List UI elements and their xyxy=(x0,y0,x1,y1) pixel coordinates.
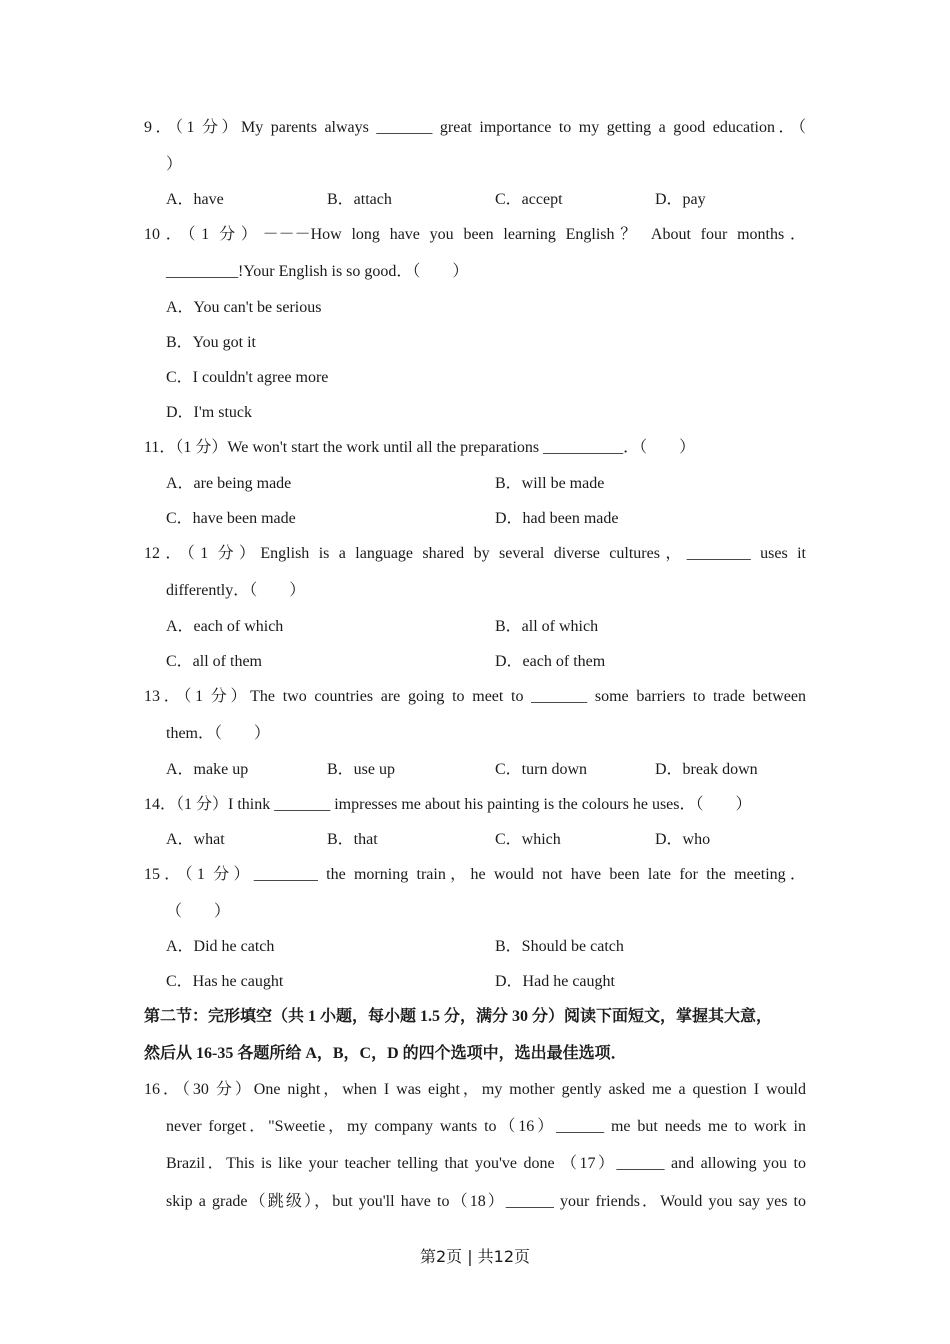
question-11-option-d[interactable]: D．had been made xyxy=(495,510,619,527)
question-13-option-d[interactable]: D．break down xyxy=(655,761,758,778)
question-12-option-a[interactable]: A．each of which xyxy=(166,618,284,635)
question-11-option-a[interactable]: A．are being made xyxy=(166,475,292,492)
passage-line: 16．（30 分）One night，when I was eight，my mother gently asked me a question I would xyxy=(144,1081,806,1098)
question-14-option-d[interactable]: D．who xyxy=(655,831,711,848)
question-10-option-d[interactable]: D．I'm stuck xyxy=(166,404,252,421)
question-12-option-b[interactable]: B．all of which xyxy=(495,618,599,635)
question-13-option-b[interactable]: B．use up xyxy=(327,761,396,778)
question-11-option-b[interactable]: B．will be made xyxy=(495,475,605,492)
question-15-option-a[interactable]: A．Did he catch xyxy=(166,938,275,955)
question-12-option-d[interactable]: D．each of them xyxy=(495,653,606,670)
question-10-stem: 10．（1 分）－－－How long have you been learning English？ About four months． xyxy=(144,226,806,243)
question-11-option-c[interactable]: C．have been made xyxy=(166,510,296,527)
question-14-option-a[interactable]: A．what xyxy=(166,831,225,848)
question-15-option-d[interactable]: D．Had he caught xyxy=(495,973,615,990)
question-9-option-d[interactable]: D．pay xyxy=(655,191,706,208)
question-9-stem-cont: ） xyxy=(166,156,183,173)
question-15-stem: 15．（1 分）________ the morning train，he would not have been late for the meeting． xyxy=(144,866,806,883)
question-13-stem-cont: them．（ ） xyxy=(166,725,270,742)
section-2-heading-cont: 然后从 16-35 各题所给 A，B，C，D 的四个选项中，选出最佳选项． xyxy=(144,1045,627,1062)
question-9-option-c[interactable]: C．accept xyxy=(495,191,563,208)
question-13-stem: 13．（1 分）The two countries are going to meet to _______ some barriers to trade between xyxy=(144,688,806,705)
question-11-stem: 11．（1 分）We won't start the work until all the preparations __________．（ ） xyxy=(144,439,696,456)
question-10-option-c[interactable]: C．I couldn't agree more xyxy=(166,369,329,386)
question-9-option-a[interactable]: A．have xyxy=(166,191,224,208)
question-10-stem-cont: _________!Your English is so good．（ ） xyxy=(166,263,469,280)
question-14-option-c[interactable]: C．which xyxy=(495,831,561,848)
question-12-option-c[interactable]: C．all of them xyxy=(166,653,262,670)
question-14-stem: 14．（1 分）I think _______ impresses me about his painting is the colours he uses．（ ） xyxy=(144,796,752,813)
question-9-option-b[interactable]: B．attach xyxy=(327,191,392,208)
passage-line: skip a grade（跳级），but you'll have to（18）______ your friends．Would you say yes to xyxy=(166,1193,806,1210)
question-9-stem: 9．（1 分）My parents always _______ great importance to my getting a good education．（ xyxy=(144,119,806,136)
question-10-option-a[interactable]: A．You can't be serious xyxy=(166,299,322,316)
question-10-option-b[interactable]: B．You got it xyxy=(166,334,256,351)
question-12-stem: 12．（1 分）English is a language shared by several diverse cultures，________ uses it xyxy=(144,545,806,562)
question-13-option-c[interactable]: C．turn down xyxy=(495,761,588,778)
page-footer: 第2页 | 共12页 xyxy=(419,1247,531,1266)
question-15-option-b[interactable]: B．Should be catch xyxy=(495,938,624,955)
question-14-option-b[interactable]: B．that xyxy=(327,831,378,848)
passage-line: Brazil．This is like your teacher telling that you've done （17）______ and allowing you to xyxy=(166,1155,806,1172)
section-2-heading: 第二节：完形填空（共 1 小题，每小题 1.5 分，满分 30 分）阅读下面短文，掌握其大意， xyxy=(144,1008,773,1025)
question-13-option-a[interactable]: A．make up xyxy=(166,761,249,778)
question-15-stem-cont: （ ） xyxy=(166,903,231,920)
question-12-stem-cont: differently．（ ） xyxy=(166,582,306,599)
passage-line: never forget．"Sweetie，my company wants to（16）______ me but needs me to work in xyxy=(166,1118,806,1135)
question-15-option-c[interactable]: C．Has he caught xyxy=(166,973,284,990)
